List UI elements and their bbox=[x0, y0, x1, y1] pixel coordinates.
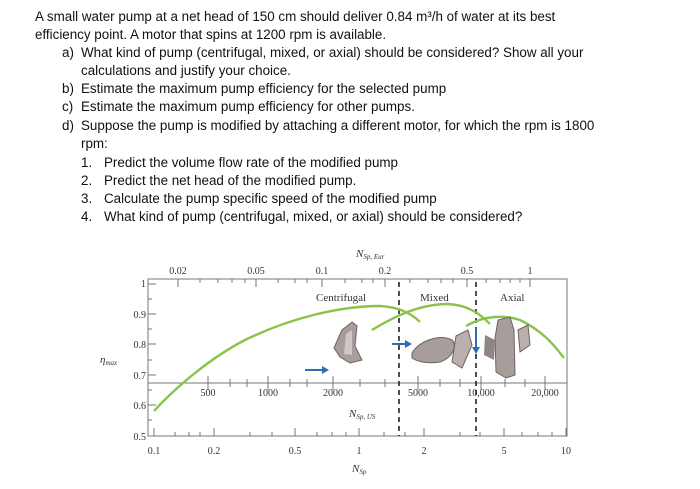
bottom-tick-label: 10 bbox=[561, 446, 571, 457]
bottom-axis-ticks bbox=[154, 428, 566, 436]
item-a-text: What kind of pump (centrifugal, mixed, or axial) should be considered? Show all your bbox=[81, 45, 584, 60]
problem-intro-line1: A small water pump at a net head of 150 cm should deliver 0.84 m³/h of water at its best bbox=[35, 9, 556, 24]
region-label-axial: Axial bbox=[500, 292, 525, 304]
bottom-tick-label: 1 bbox=[356, 446, 362, 457]
inner-axis-title: NSp, US bbox=[349, 408, 376, 421]
bottom-tick-labels bbox=[148, 446, 571, 457]
subitem-1-marker: 1. bbox=[81, 155, 93, 170]
bottom-axis-title: NSp bbox=[352, 463, 367, 476]
bottom-tick-label: 5 bbox=[501, 446, 507, 457]
inner-tick-label: 5000 bbox=[408, 388, 428, 399]
centrifugal-impeller-icon bbox=[334, 322, 362, 363]
subitem-3-marker: 3. bbox=[81, 191, 93, 206]
y-tick-label: 0.5 bbox=[133, 432, 146, 443]
y-tick-label: 0.8 bbox=[133, 340, 146, 351]
subitem-4-marker: 4. bbox=[81, 209, 93, 224]
region-labels bbox=[314, 290, 532, 304]
subitem-4-text: What kind of pump (centrifugal, mixed, or axial) should be considered? bbox=[104, 209, 523, 224]
top-tick-label: 0.02 bbox=[169, 266, 187, 277]
region-label-mixed: Mixed bbox=[420, 292, 449, 304]
top-tick-label: 0.1 bbox=[315, 266, 329, 277]
inner-tick-label: 2000 bbox=[323, 388, 343, 399]
item-a-marker: a) bbox=[62, 45, 74, 60]
inner-tick-label: 20,000 bbox=[531, 388, 559, 399]
axial-impeller-icon bbox=[484, 317, 530, 378]
axial-curve bbox=[466, 317, 564, 358]
region-label-centrifugal: Centrifugal bbox=[316, 292, 367, 304]
top-tick-label: 0.05 bbox=[247, 266, 265, 277]
top-axis-ticks bbox=[178, 279, 530, 287]
subitem-1-text: Predict the volume flow rate of the modified pump bbox=[104, 155, 398, 170]
bottom-tick-label: 0.1 bbox=[147, 446, 161, 457]
top-axis-title: NSp, Eur bbox=[356, 248, 385, 261]
top-tick-labels bbox=[169, 266, 532, 277]
y-axis-label: ηmax bbox=[100, 354, 118, 367]
mixed-impeller-icon bbox=[412, 330, 472, 368]
subitem-2-text: Predict the net head of the modified pump. bbox=[104, 173, 357, 188]
y-tick-label: 0.7 bbox=[133, 371, 146, 382]
problem-intro-line2: efficiency point. A motor that spins at 1200 rpm is available. bbox=[35, 27, 387, 42]
inner-tick-label: 10,000 bbox=[467, 388, 495, 399]
item-d-text-cont: rpm: bbox=[81, 136, 108, 151]
item-c-marker: c) bbox=[62, 99, 74, 114]
y-axis-ticks bbox=[148, 284, 156, 436]
y-tick-label: 0.9 bbox=[133, 310, 146, 321]
y-tick-label: 0.6 bbox=[133, 401, 146, 412]
bottom-tick-label: 0.2 bbox=[207, 446, 221, 457]
bottom-tick-label: 2 bbox=[421, 446, 427, 457]
bottom-tick-label: 0.5 bbox=[288, 446, 302, 457]
subitem-2-marker: 2. bbox=[81, 173, 93, 188]
item-b-marker: b) bbox=[62, 81, 74, 96]
subitem-3-text: Calculate the pump specific speed of the modified pump bbox=[104, 191, 437, 206]
item-a-text-cont: calculations and justify your choice. bbox=[81, 63, 291, 78]
inner-tick-label: 1000 bbox=[258, 388, 278, 399]
y-tick-labels bbox=[134, 279, 147, 443]
item-c-text: Estimate the maximum pump efficiency for other pumps. bbox=[81, 99, 415, 114]
item-d-text: Suppose the pump is modified by attaching a different motor, for which the rpm is 1800 bbox=[81, 118, 595, 133]
top-tick-label: 0.2 bbox=[378, 266, 392, 277]
item-d-marker: d) bbox=[62, 118, 74, 133]
top-tick-label: 0.5 bbox=[460, 266, 474, 277]
item-b-text: Estimate the maximum pump efficiency for the selected pump bbox=[81, 81, 447, 96]
inner-tick-labels bbox=[201, 388, 559, 399]
top-tick-label: 1 bbox=[527, 266, 533, 277]
y-tick-label: 1 bbox=[141, 279, 146, 290]
centrifugal-curve bbox=[154, 306, 420, 411]
inner-tick-label: 500 bbox=[200, 388, 216, 399]
